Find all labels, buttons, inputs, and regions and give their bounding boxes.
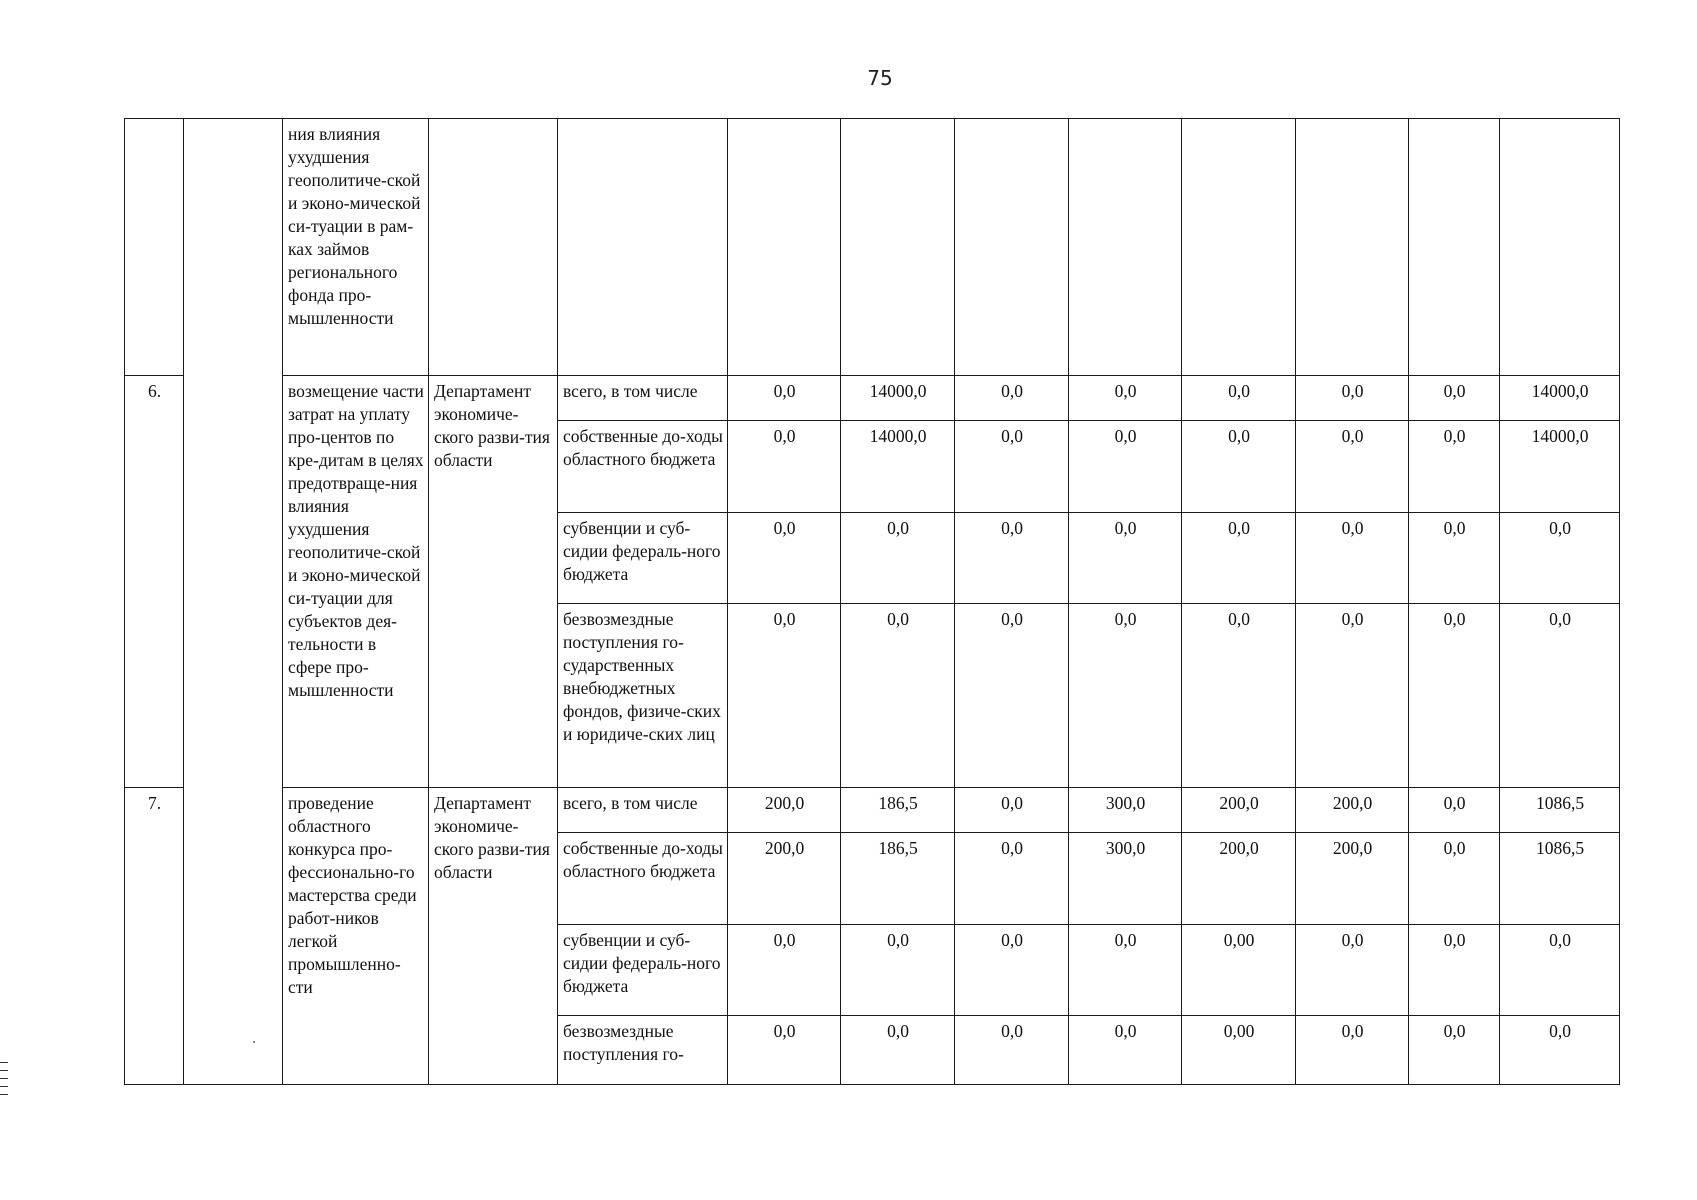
value-cell: 0,00 xyxy=(1182,925,1296,1016)
value-cell: 186,5 xyxy=(841,833,955,925)
total-cell: 0,0 xyxy=(1500,1016,1620,1085)
value-cell: 0,0 xyxy=(1296,376,1409,421)
total-cell: 0,0 xyxy=(1500,513,1620,604)
value-cell: 0,0 xyxy=(1182,376,1296,421)
scan-mark xyxy=(0,1094,8,1095)
budget-table xyxy=(124,118,1620,1085)
value-cell: 0,0 xyxy=(955,1016,1069,1085)
value-cell: 200,0 xyxy=(728,788,841,833)
measure-cell: ния влияния ухудшения геополитиче-ской и эконо-мической си-туации в рам-ках займов регионального фонда про-мышленности xyxy=(283,119,429,376)
value-cell: 0,0 xyxy=(955,925,1069,1016)
table-row xyxy=(125,376,1620,421)
value-cell: 0,0 xyxy=(955,604,1069,788)
executor-cell: Департамент экономиче-ского разви-тия области xyxy=(429,788,558,1085)
source-cell: собственные до-ходы областного бюджета xyxy=(558,421,728,513)
value-cell: 0,0 xyxy=(1069,376,1182,421)
value-cell: 0,0 xyxy=(955,513,1069,604)
value-cell: 14000,0 xyxy=(841,376,955,421)
source-cell xyxy=(558,119,728,376)
executor-cell: Департамент экономиче-ского разви-тия области xyxy=(429,376,558,788)
value-cell: 200,0 xyxy=(1296,833,1409,925)
value-cell: 0,0 xyxy=(1296,604,1409,788)
executor-cell xyxy=(429,119,558,376)
value-cell: 0,0 xyxy=(1409,833,1500,925)
value-cell: 0,0 xyxy=(728,925,841,1016)
source-cell: всего, в том числе xyxy=(558,376,728,421)
value-cell: 0,0 xyxy=(1296,513,1409,604)
value-cell: 0,0 xyxy=(1409,1016,1500,1085)
value-cell: 0,0 xyxy=(728,376,841,421)
value-cell: 200,0 xyxy=(728,833,841,925)
value-cell: 0,0 xyxy=(1409,513,1500,604)
value-cell: 0,0 xyxy=(728,421,841,513)
value-cell: 200,0 xyxy=(1182,833,1296,925)
value-cell: 0,0 xyxy=(841,513,955,604)
total-cell: 1086,5 xyxy=(1500,788,1620,833)
measure-cell: возмещение части затрат на уплату про-центов по кре-дитам в целях предотвраще-ния влияния ухудшения геополитиче-ской и эконо-мической си-туации для субъектов дея-тельности в сфере про-мышленности xyxy=(283,376,429,788)
table-row xyxy=(125,788,1620,833)
table-row xyxy=(125,119,1620,376)
source-cell: субвенции и суб-сидии федераль-ного бюджета xyxy=(558,513,728,604)
scan-dot xyxy=(253,1041,255,1043)
value-cell: 0,0 xyxy=(1409,421,1500,513)
scan-mark xyxy=(0,1062,8,1063)
value-cell: 200,0 xyxy=(1296,788,1409,833)
total-cell: 0,0 xyxy=(1500,604,1620,788)
source-cell: всего, в том числе xyxy=(558,788,728,833)
value-cell: 0,0 xyxy=(841,1016,955,1085)
total-cell: 14000,0 xyxy=(1500,376,1620,421)
value-cell: 0,0 xyxy=(955,376,1069,421)
scan-mark xyxy=(0,1078,8,1079)
value-cell: 0,0 xyxy=(728,513,841,604)
value-cell: 0,0 xyxy=(841,604,955,788)
total-cell: 14000,0 xyxy=(1500,421,1620,513)
value-cell: 0,0 xyxy=(955,421,1069,513)
source-cell: субвенции и суб-сидии федераль-ного бюджета xyxy=(558,925,728,1016)
value-cell: 0,0 xyxy=(1409,376,1500,421)
value-cell: 0,0 xyxy=(955,788,1069,833)
value-cell: 300,0 xyxy=(1069,788,1182,833)
page-number: 75 xyxy=(867,66,893,90)
value-cell: 0,0 xyxy=(728,604,841,788)
total-cell: 0,0 xyxy=(1500,925,1620,1016)
value-cell: 0,00 xyxy=(1182,1016,1296,1085)
value-cell: 186,5 xyxy=(841,788,955,833)
value-cell: 0,0 xyxy=(841,925,955,1016)
value-cell: 0,0 xyxy=(1409,604,1500,788)
value-cell: 0,0 xyxy=(1296,1016,1409,1085)
row-index: 6. xyxy=(125,376,184,788)
program-cell xyxy=(184,119,283,1085)
value-cell: 0,0 xyxy=(955,833,1069,925)
value-cell: 0,0 xyxy=(1069,925,1182,1016)
value-cell: 0,0 xyxy=(1069,513,1182,604)
value-cell: 300,0 xyxy=(1069,833,1182,925)
value-cell: 0,0 xyxy=(1069,604,1182,788)
source-cell: безвозмездные поступления го- xyxy=(558,1016,728,1085)
value-cell: 0,0 xyxy=(1182,421,1296,513)
value-cell: 0,0 xyxy=(728,1016,841,1085)
value-cell: 0,0 xyxy=(1069,1016,1182,1085)
value-cell: 0,0 xyxy=(1409,788,1500,833)
value-cell: 200,0 xyxy=(1182,788,1296,833)
value-cell: 0,0 xyxy=(1409,925,1500,1016)
source-cell: собственные до-ходы областного бюджета xyxy=(558,833,728,925)
value-cell: 14000,0 xyxy=(841,421,955,513)
row-index: 7. xyxy=(125,788,184,1085)
scan-mark xyxy=(0,1086,8,1087)
source-cell: безвозмездные поступления го-сударственных внебюджетных фондов, физиче-ских и юридиче-ских лиц xyxy=(558,604,728,788)
scan-mark xyxy=(0,1070,8,1071)
index-cell xyxy=(125,119,184,376)
value-cell: 0,0 xyxy=(1069,421,1182,513)
value-cell: 0,0 xyxy=(1182,513,1296,604)
value-cell: 0,0 xyxy=(1296,925,1409,1016)
measure-cell: проведение областного конкурса про-фессионально-го мастерства среди работ-ников легкой промышленно-сти xyxy=(283,788,429,1085)
value-cell: 0,0 xyxy=(1182,604,1296,788)
value-cell: 0,0 xyxy=(1296,421,1409,513)
total-cell: 1086,5 xyxy=(1500,833,1620,925)
